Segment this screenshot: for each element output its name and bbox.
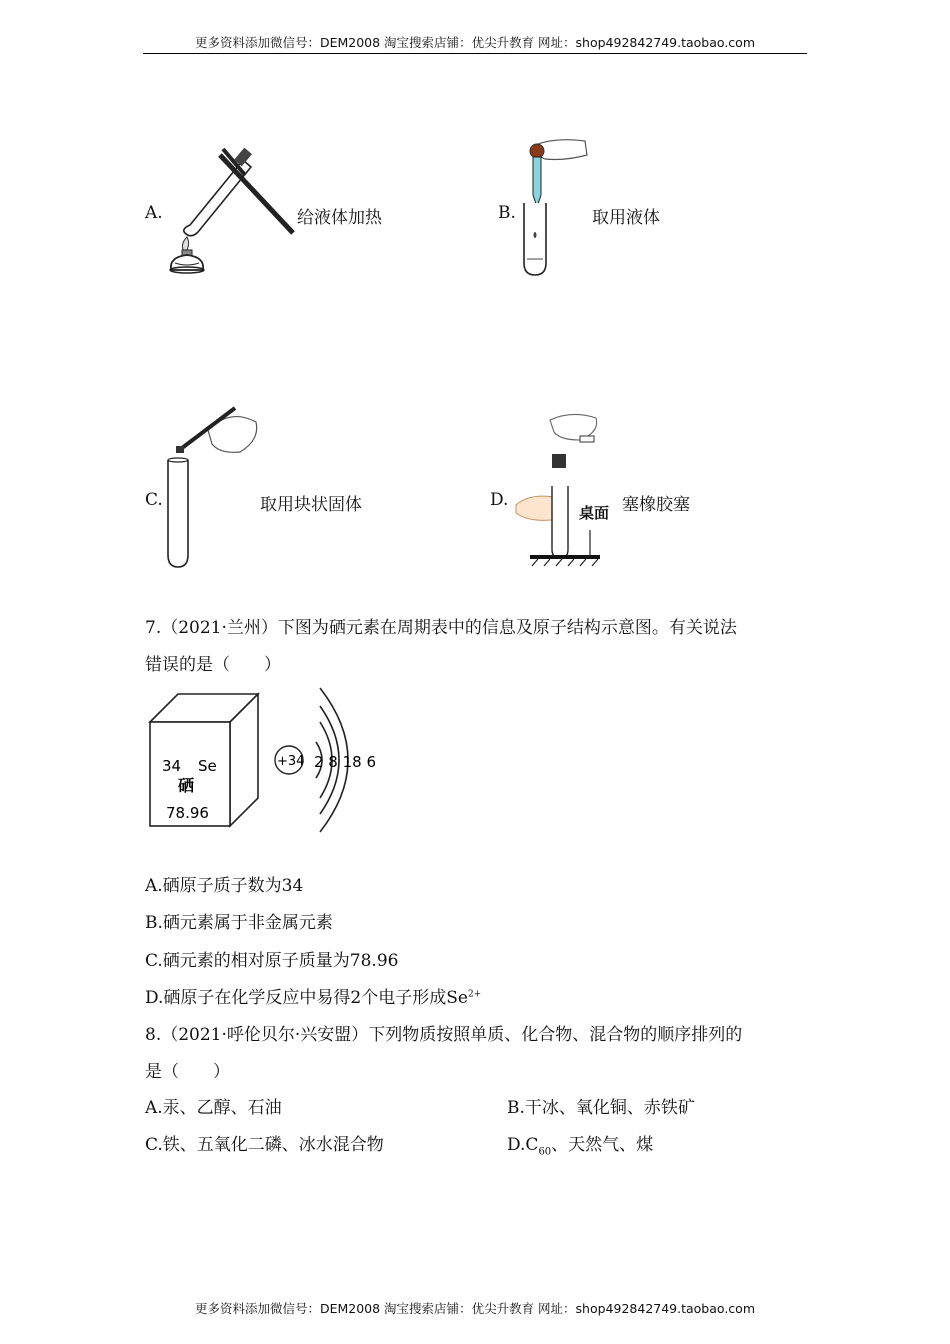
q7-option-a: A.硒原子质子数为34 [145,876,304,896]
q6-option-c-caption: 取用块状固体 [260,495,362,515]
q7-option-d-text: D.硒原子在化学反应中易得2个电子形成Se [145,988,468,1008]
element-symbol: Se [198,757,217,775]
q7-option-d [145,983,481,1008]
page-footer: 更多资料添加微信号：DEM2008 淘宝搜索店铺：优尖升教育 网址：shop492842749.taobao.com [194,1301,756,1316]
test-tube [168,458,188,567]
q8-option-d-subscript: 60 [538,1146,552,1158]
taking-liquid-figure [515,135,595,280]
q6-option-b-caption: 取用液体 [592,208,660,228]
taking-solid-figure [160,400,270,570]
electron-shells: 2 8 18 6 [314,753,377,771]
dropper-bulb [530,144,544,158]
page-header: 更多资料添加微信号：DEM2008 淘宝搜索店铺：优尖升教育 网址：shop492842749.taobao.com [143,33,807,54]
alcohol-lamp [170,250,204,273]
q6-option-d-caption: 塞橡胶塞 [622,495,690,515]
atomic-number: 34 [162,757,182,775]
selenium-figure [148,686,388,836]
q6-option-d-letter: D. [490,490,509,510]
q7-option-c: C.硒元素的相对原子质量为78.96 [145,951,399,971]
q8-option-d-prefix: D.C [507,1135,539,1155]
rubber-stopper [552,454,566,468]
q6-option-a-caption: 给液体加热 [297,208,382,228]
atom-structure [275,688,376,832]
q8-stem-line1: 8.（2021·呼伦贝尔·兴安盟）下列物质按照单质、化合物、混合物的顺序排列的 [145,1025,743,1045]
test-tube [524,203,546,275]
heating-liquid-figure [165,145,295,275]
inserting-stopper-figure [510,410,620,570]
q8-option-d-rest: 、天然气、煤 [551,1135,654,1155]
atomic-mass: 78.96 [166,804,209,822]
q8-option-b: B.干冰、氧化铜、赤铁矿 [507,1098,695,1118]
q8-option-d [507,1130,653,1157]
q7-stem-line1: 7.（2021·兰州）下图为硒元素在周期表中的信息及原子结构示意图。有关说法 [145,618,737,638]
test-tube [552,486,568,558]
q6-option-b-letter: B. [498,203,516,223]
solid-block [176,446,184,453]
hand-icon [550,414,597,442]
nucleus-charge: +34 [277,754,305,769]
q8-option-c: C.铁、五氧化二磷、冰水混合物 [145,1135,384,1155]
q6-option-a-letter: A. [145,203,163,223]
element-name: 硒 [178,776,195,795]
q8-stem-line2: 是（ ） [145,1062,230,1082]
desk-hatch [532,559,598,566]
dropper-tube [533,157,541,207]
desk-label: 桌面 [579,504,610,522]
q8-option-a: A.汞、乙醇、石油 [145,1098,282,1118]
q7-stem-line2: 错误的是（ ） [145,655,281,675]
q7-option-b: B.硒元素属于非金属元素 [145,913,333,933]
q6-option-c-letter: C. [145,490,163,510]
q7-option-d-charge: 2+ [467,989,482,1000]
